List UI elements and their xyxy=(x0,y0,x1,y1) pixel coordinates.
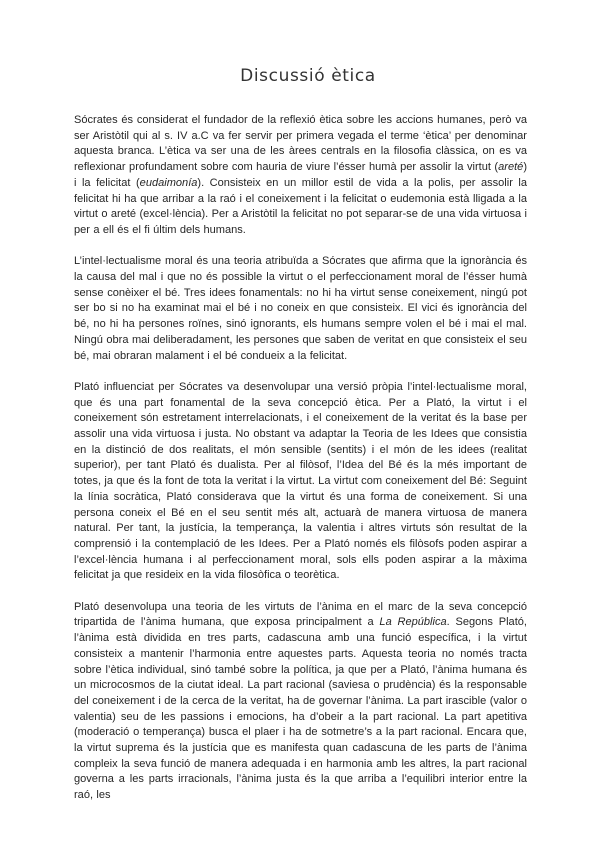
text-segment: L’intel·lectualisme moral és una teoria atribuïda a Sócrates que afirma que la ignorància és la causa del mal i que no és possible la virtut o el perfeccionament moral de l’ésser humà sense conèixer el bé. Tres idees fonamentals: no hi ha virtut sense coneixement, ningú pot ser bo si no ha examinat mai el bé i no coneix en que consisteix. El vici és ignorància del bé, no hi ha persones roïnes, sinó ignorants, els humans sempre volen el bé i mai el mal. Ningú obra mai deliberadament, les persones que saben de veritat en que consisteix el seu bé, mai obraran malament i el bé condueix a la felicitat. xyxy=(74,255,527,362)
document-body xyxy=(74,113,527,820)
text-segment: . Segons Plató, l’ànima està dividida en tres parts, cadascuna amb una funció específica, i la virtut consisteix a mantenir l’harmonia entre aquestes parts. Aquesta teoria no només tracta sobre l’ètica individual, sinó també sobre la política, ja que per a Plató, l’ànima humana és un microcosmos de la ciutat ideal. La part racional (saviesa o prudència) és la responsable del coneixement i de la cerca de la veritat, ha de governar l’ànima. La part irascible (valor o valentia) seu de les passions i emocions, ha d’obeir a la part racional. La part apetitiva (moderació o temperança) busca el plaer i ha de sotmetre’s a la part racional. Encara que, la virtut suprema és la justícia que es manifesta quan cadascuna de les parts de l’ànima compleix la seva funció de manera adequada i en harmonia amb les altres, la part racional governa a les parts irracionals, l’ànima justa és la que arriba a l’equilibri interior entre la raó, les xyxy=(74,616,527,802)
paragraph-2 xyxy=(74,254,527,364)
italic-term: areté xyxy=(498,161,524,174)
paragraph-3 xyxy=(74,380,527,584)
page-title: Discussió ètica xyxy=(240,66,376,86)
text-segment: ). Consisteix en un millor estil de vida a la polis, per assolir la felicitat hi ha que arribar a la raó i el coneixement i la felicitat o eudemonia està lligada a la virtut o areté (excel·lència). Per a Aristòtil la felicitat no pot separar-se de una vida virtuosa i per a ell és el fi últim dels humans. xyxy=(74,176,527,236)
text-segment: ) i la felicitat ( xyxy=(74,161,527,189)
italic-term: eudaimonía xyxy=(139,176,198,189)
text-segment: Plató desenvolupa una teoria de les virtuts de l’ànima en el marc de la seva concepció tripartida de l’ànima humana, que exposa principalment a xyxy=(74,600,527,629)
italic-term: La República xyxy=(379,616,447,629)
paragraph-4 xyxy=(74,600,527,804)
text-segment: Plató influenciat per Sócrates va desenvolupar una versió pròpia l’intel·lectualisme moral, que és una part fonamental de la seva concepció ètica. Per a Plató, la virtut i el coneixement són estretament interrelacionats, i el coneixement de la veritat és la base per assolir una vida virtuosa i justa. No obstant va adaptar la Teoria de les Idees que consistia en la distinció de dos realitats, el món sensible (sentits) i el món de les idees (realitat superior), per tant Plató és dualista. Per al filòsof, l’Idea del Bé és la més important de totes, ja que és la font de tota la veritat i la virtut. La virtut com coneixement del Bé: Seguint la línia socràtica, Plató considerava que la virtut és una forma de coneixement. Si una persona coneix el Bé en el seu sentit més alt, actuarà de manera virtuosa de manera natural. Per tant, la justícia, la temperança, la valentia i altres virtuts són resultat de la comprensió i la contemplació de les Idees. Per a Plató només els filòsofs poden aspirar a l’excel·lència humana i al perfeccionament moral, sols ells poden aspirar a la màxima felicitat ja que resideix en la vida filosòfica o teorètica. xyxy=(74,380,527,582)
paragraph-1 xyxy=(74,113,527,239)
text-segment: Sócrates és considerat el fundador de la reflexió ètica sobre les accions humanes, però va ser Aristòtil qui al s. IV a.C va fer servir per primera vegada el terme ‘ètica’ per denominar aquesta branca. L’ètica va ser una de les àrees centrals en la filosofia clàssica, on es va reflexionar profundament sobre com hauria de viure l’ésser humà per assolir la virtut ( xyxy=(74,114,527,174)
